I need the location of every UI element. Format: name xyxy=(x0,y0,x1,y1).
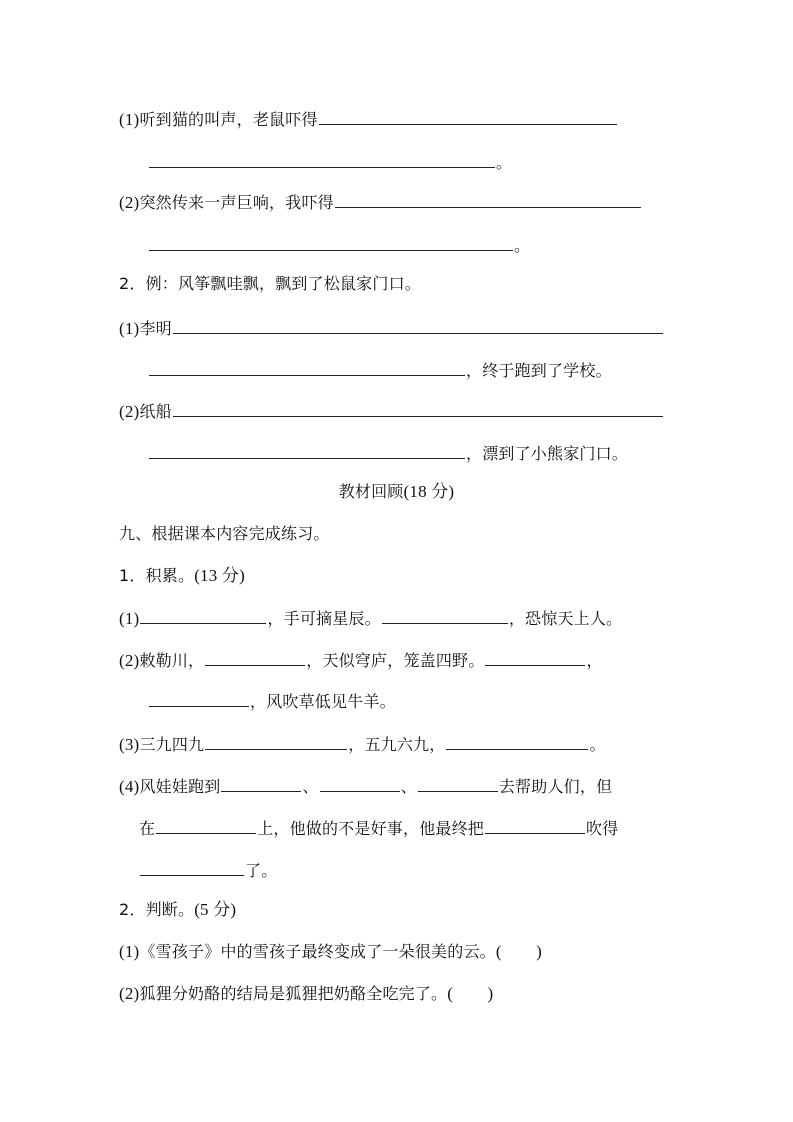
question-text: 了。 xyxy=(245,861,278,880)
question-text: 去帮助人们，但 xyxy=(498,777,613,796)
poem-text: ，风吹草低见牛羊。 xyxy=(250,692,396,711)
question-number: (1) xyxy=(119,942,140,961)
answer-blank[interactable] xyxy=(149,688,249,707)
item-2-q1-line xyxy=(119,315,664,339)
poem-text: 敕勒川， xyxy=(139,651,205,670)
part-9-heading: 九、根据课本内容完成练习。 xyxy=(119,524,330,543)
question-2-line xyxy=(119,189,642,213)
answer-blank[interactable] xyxy=(156,815,256,834)
judge-title: 2．判断。 xyxy=(119,900,195,919)
question-text: 纸船 xyxy=(139,402,172,421)
question-text: 在 xyxy=(139,819,156,838)
answer-blank[interactable] xyxy=(485,815,585,834)
question-number: (2) xyxy=(119,651,140,670)
judge-q1 xyxy=(119,940,542,964)
answer-blank[interactable] xyxy=(140,857,244,876)
accumulate-score: (13 分) xyxy=(194,566,245,585)
question-1-continuation xyxy=(148,149,512,173)
question-text: 吹得 xyxy=(586,819,619,838)
accumulate-q2 xyxy=(119,647,603,671)
question-1-line xyxy=(119,106,618,130)
answer-blank[interactable] xyxy=(173,315,663,334)
period: 。 xyxy=(514,236,531,255)
answer-blank[interactable] xyxy=(149,149,495,168)
question-text: 狐狸分奶酪的结局是狐狸把奶酪全吃完了。 xyxy=(139,984,448,1003)
question-text: 上，他做的不是好事，他最终把 xyxy=(257,819,485,838)
question-text: 李明 xyxy=(139,319,172,338)
section-title-text: 教材回顾 xyxy=(338,482,404,501)
answer-blank[interactable] xyxy=(320,773,400,792)
answer-blank[interactable] xyxy=(446,731,588,750)
answer-blank[interactable] xyxy=(149,357,465,376)
question-number: (1) xyxy=(119,609,140,628)
accumulate-q1 xyxy=(119,605,622,629)
answer-blank[interactable] xyxy=(418,773,498,792)
answer-blank[interactable] xyxy=(485,647,585,666)
question-number: (1) xyxy=(119,110,140,129)
question-text: 听到猫的叫声，老鼠吓得 xyxy=(139,110,318,129)
answer-blank[interactable] xyxy=(149,440,465,459)
judge-label xyxy=(119,898,236,922)
accumulate-q4-line2 xyxy=(139,815,618,839)
item-2-q2-continuation xyxy=(148,440,628,464)
separator: 、 xyxy=(302,777,319,796)
judge-score: (5 分) xyxy=(194,900,237,919)
question-text: 风娃娃跑到 xyxy=(139,777,221,796)
question-text: 《雪孩子》中的雪孩子最终变成了一朵很美的云。 xyxy=(139,942,496,961)
question-number: (2) xyxy=(119,193,140,212)
answer-parentheses[interactable]: ( ) xyxy=(495,942,542,961)
item-2-example: 2．例：风筝飘哇飘，飘到了松鼠家门口。 xyxy=(119,274,421,293)
poem-text: ， xyxy=(586,651,603,670)
answer-parentheses[interactable]: ( ) xyxy=(447,984,494,1003)
question-number: (2) xyxy=(119,402,140,421)
accumulate-label xyxy=(119,564,245,588)
question-number: (1) xyxy=(119,319,140,338)
answer-blank[interactable] xyxy=(221,773,301,792)
answer-blank[interactable] xyxy=(173,398,663,417)
poem-text: ，天似穹庐，笼盖四野。 xyxy=(306,651,485,670)
answer-blank[interactable] xyxy=(319,106,617,125)
poem-text: ，恐惊天上人。 xyxy=(508,609,623,628)
question-2-continuation xyxy=(148,232,530,256)
judge-q2 xyxy=(119,982,493,1006)
accumulate-q2-continuation xyxy=(148,688,396,712)
period: 。 xyxy=(589,735,606,754)
answer-blank[interactable] xyxy=(140,605,266,624)
answer-blank[interactable] xyxy=(149,232,513,251)
section-score: (18 分) xyxy=(403,482,455,501)
answer-blank[interactable] xyxy=(335,189,641,208)
section-title xyxy=(0,480,793,504)
poem-text: 三九四九 xyxy=(139,735,205,754)
accumulate-q4-line3 xyxy=(139,857,277,881)
accumulate-q3 xyxy=(119,731,606,755)
poem-text: ，手可摘星辰。 xyxy=(267,609,381,628)
item-2-q1-continuation xyxy=(148,357,612,381)
item-2-q2-line xyxy=(119,398,664,422)
separator: 、 xyxy=(400,777,417,796)
sentence-tail: ，漂到了小熊家门口。 xyxy=(466,444,629,463)
poem-text: ，五九六九， xyxy=(348,735,446,754)
answer-blank[interactable] xyxy=(382,605,508,624)
sentence-tail: ，终于跑到了学校。 xyxy=(466,361,612,380)
question-number: (3) xyxy=(119,735,140,754)
question-number: (2) xyxy=(119,984,140,1003)
answer-blank[interactable] xyxy=(205,647,305,666)
period: 。 xyxy=(496,153,513,172)
answer-blank[interactable] xyxy=(205,731,347,750)
accumulate-q4 xyxy=(119,773,612,797)
question-number: (4) xyxy=(119,777,140,796)
question-text: 突然传来一声巨响，我吓得 xyxy=(139,193,334,212)
accumulate-title: 1．积累。 xyxy=(119,566,195,585)
